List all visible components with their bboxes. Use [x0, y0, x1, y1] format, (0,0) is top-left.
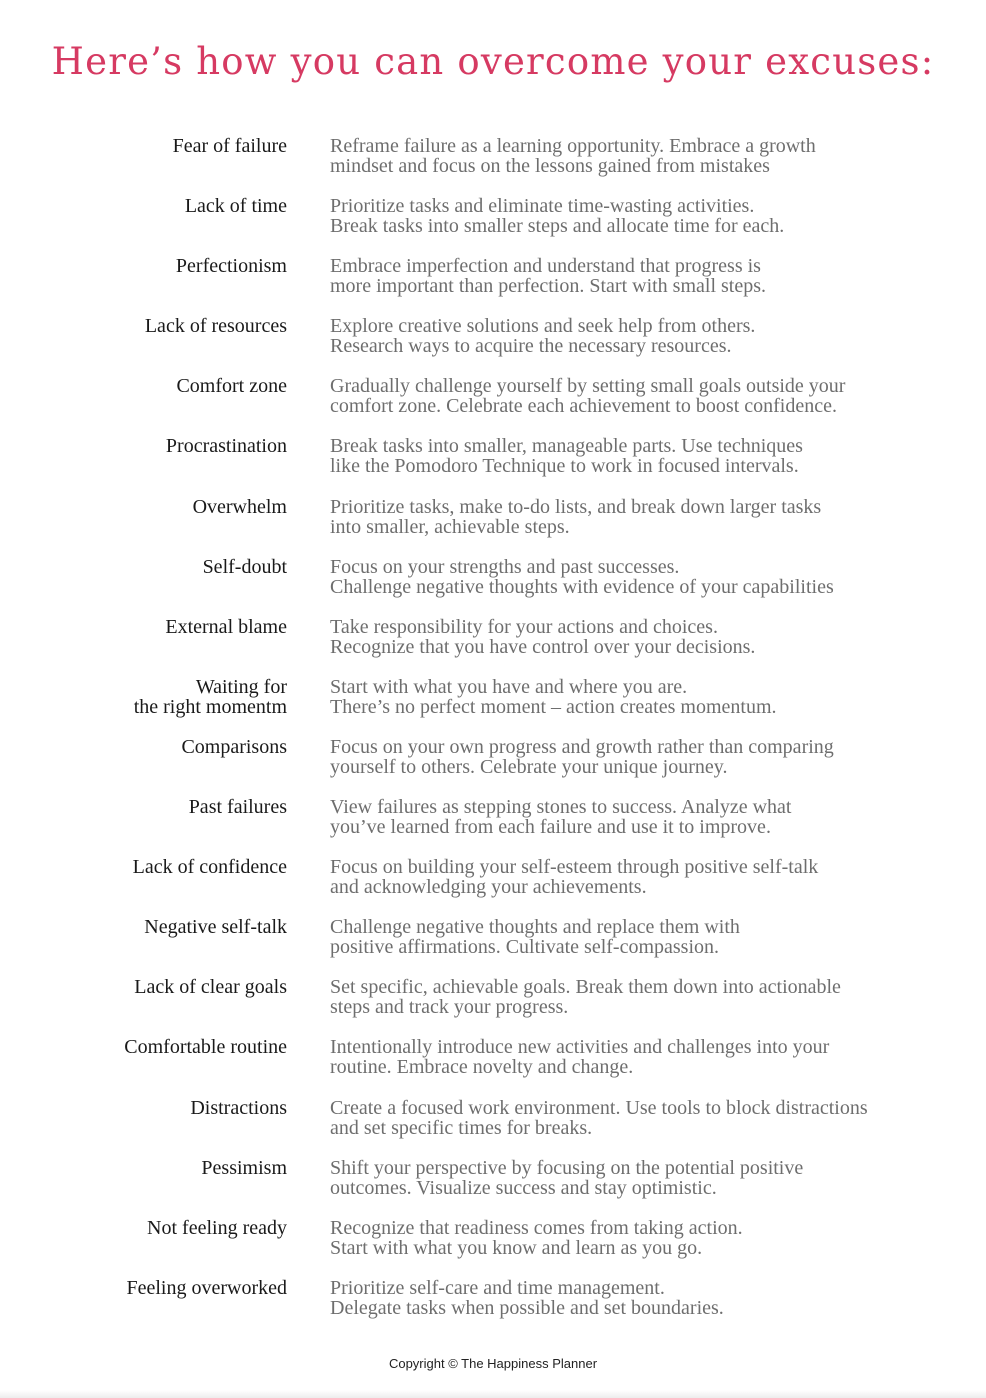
- excuse-label-line: Procrastination: [165, 435, 287, 458]
- excuse-label: [17, 1218, 287, 1238]
- excuse-row: [0, 1098, 986, 1158]
- solution-text-line: mindset and focus on the lessons gained from mistakes: [330, 155, 770, 177]
- solution-text-line: Embrace imperfection and understand that progress is: [330, 255, 761, 278]
- excuse-label: [17, 797, 287, 817]
- solution-text: [330, 737, 970, 777]
- solution-text-line: you’ve learned from each failure and use it to improve.: [330, 816, 771, 839]
- page-bottom-edge: [0, 1390, 986, 1398]
- solution-text-line: Research ways to acquire the necessary resources.: [330, 335, 732, 358]
- solution-text-line: Intentionally introduce new activities and challenges into your: [330, 1036, 830, 1059]
- solution-text-line: There’s no perfect moment – action creates momentum.: [330, 695, 777, 718]
- solution-text: [330, 1278, 970, 1318]
- solution-text: [330, 1158, 970, 1198]
- excuse-label: [17, 196, 287, 216]
- solution-text: [330, 917, 970, 957]
- solution-text-line: Focus on your own progress and growth rather than comparing: [330, 735, 834, 758]
- excuse-label: [17, 617, 287, 637]
- excuse-label-line: Negative self-talk: [144, 916, 287, 939]
- excuse-row: [0, 1278, 986, 1338]
- solution-text-line: steps and track your progress.: [330, 996, 569, 1019]
- solution-text-line: Start with what you have and where you are.: [330, 675, 688, 698]
- solution-text: [330, 1218, 970, 1258]
- solution-text-line: Challenge negative thoughts and replace them with: [330, 916, 740, 939]
- solution-text-line: Set specific, achievable goals. Break them down into actionable: [330, 976, 841, 999]
- solution-text: [330, 316, 970, 356]
- solution-text-line: Challenge negative thoughts with evidence of your capabilities: [330, 575, 834, 598]
- excuse-label: [17, 1278, 287, 1298]
- solution-text-line: routine. Embrace novelty and change.: [330, 1056, 634, 1079]
- solution-text-line: Break tasks into smaller steps and allocate time for each.: [330, 215, 785, 238]
- solution-text-line: Reframe failure as a learning opportunity. Embrace a growth: [330, 135, 816, 157]
- solution-text-line: Delegate tasks when possible and set boundaries.: [330, 1296, 724, 1319]
- solution-text-line: Explore creative solutions and seek help from others.: [330, 315, 756, 338]
- excuse-label-line: Comparisons: [181, 735, 287, 758]
- solution-text: [330, 256, 970, 296]
- solution-text-line: Create a focused work environment. Use tools to block distractions: [330, 1096, 868, 1119]
- solution-text: [330, 677, 970, 717]
- excuse-row: [0, 376, 986, 436]
- excuse-row: [0, 196, 986, 256]
- excuse-label-line: Past failures: [188, 796, 287, 819]
- solution-text: [330, 436, 970, 476]
- solution-text-line: like the Pomodoro Technique to work in focused intervals.: [330, 455, 799, 478]
- copyright-footer: Copyright © The Happiness Planner: [388, 1356, 598, 1371]
- excuse-label: [17, 917, 287, 937]
- solution-text: [330, 136, 970, 176]
- excuse-label: [17, 256, 287, 276]
- excuse-row: [0, 1158, 986, 1218]
- excuse-label-line: Waiting for: [195, 675, 287, 698]
- solution-text-line: positive affirmations. Cultivate self-compassion.: [330, 936, 720, 959]
- excuse-label-line: Feeling overworked: [126, 1276, 287, 1299]
- solution-text-line: Prioritize self-care and time management.: [330, 1276, 665, 1299]
- excuse-label: [17, 436, 287, 456]
- excuse-label-line: Lack of resources: [144, 315, 287, 338]
- excuse-label: [17, 1098, 287, 1118]
- excuse-label: [17, 857, 287, 877]
- excuse-row: [0, 316, 986, 376]
- excuse-label: [17, 316, 287, 336]
- excuse-label-line: Not feeling ready: [147, 1216, 287, 1239]
- excuse-row: [0, 256, 986, 316]
- solution-text: [330, 196, 970, 236]
- excuse-label-line: Self-doubt: [202, 555, 287, 578]
- excuse-label-line: Overwhelm: [192, 495, 287, 518]
- excuse-label-line: Comfort zone: [176, 375, 287, 398]
- excuse-row: [0, 1218, 986, 1278]
- solution-text: [330, 797, 970, 837]
- solution-text-line: View failures as stepping stones to success. Analyze what: [330, 796, 792, 819]
- solution-text-line: Prioritize tasks, make to-do lists, and break down larger tasks: [330, 495, 822, 518]
- excuse-label: [17, 677, 287, 717]
- excuse-label-line: Pessimism: [201, 1156, 287, 1179]
- solution-text-line: and acknowledging your achievements.: [330, 876, 647, 899]
- excuse-row: [0, 436, 986, 496]
- solution-text-line: Start with what you know and learn as you go.: [330, 1236, 703, 1259]
- excuse-row: [0, 677, 986, 737]
- excuse-label-line: Comfortable routine: [124, 1036, 287, 1059]
- page-title: Here’s how you can overcome your excuses:: [51, 40, 935, 83]
- solution-text: [330, 557, 970, 597]
- solution-text-line: yourself to others. Celebrate your unique journey.: [330, 755, 728, 778]
- solution-text: [330, 1037, 970, 1077]
- solution-text-line: and set specific times for breaks.: [330, 1116, 593, 1139]
- excuse-label-line: Lack of confidence: [132, 856, 287, 879]
- excuse-row: [0, 497, 986, 557]
- excuse-label-line: Perfectionism: [175, 255, 287, 278]
- excuse-row: [0, 797, 986, 857]
- solution-text: [330, 1098, 970, 1138]
- excuse-label: [17, 136, 287, 156]
- excuse-row: [0, 617, 986, 677]
- excuse-label-line: Lack of time: [184, 195, 287, 218]
- excuse-label-line: External blame: [165, 615, 287, 638]
- excuse-label: [17, 737, 287, 757]
- solution-text-line: Recognize that you have control over your decisions.: [330, 635, 756, 658]
- solution-text-line: Focus on your strengths and past successes.: [330, 555, 680, 578]
- solution-text-line: comfort zone. Celebrate each achievement to boost confidence.: [330, 395, 837, 418]
- solution-text-line: Break tasks into smaller, manageable parts. Use techniques: [330, 435, 803, 458]
- excuse-label: [17, 557, 287, 577]
- solution-text-line: more important than perfection. Start with small steps.: [330, 275, 767, 298]
- excuse-label: [17, 1037, 287, 1057]
- excuse-label: [17, 977, 287, 997]
- excuse-label-line: Lack of clear goals: [134, 976, 287, 999]
- solution-text: [330, 977, 970, 1017]
- solution-text: [330, 617, 970, 657]
- solution-text-line: outcomes. Visualize success and stay optimistic.: [330, 1176, 717, 1199]
- excuse-label-line: Distractions: [190, 1096, 287, 1119]
- excuse-label: [17, 497, 287, 517]
- excuse-row: [0, 737, 986, 797]
- solution-text-line: Gradually challenge yourself by setting small goals outside your: [330, 375, 846, 398]
- solution-text: [330, 376, 970, 416]
- excuse-label: [17, 376, 287, 396]
- excuse-row: [0, 917, 986, 977]
- solution-text-line: into smaller, achievable steps.: [330, 515, 570, 538]
- excuse-row: [0, 557, 986, 617]
- solution-text-line: Shift your perspective by focusing on the potential positive: [330, 1156, 804, 1179]
- excuse-row: [0, 136, 986, 196]
- excuse-label-line: Fear of failure: [172, 135, 287, 157]
- solution-text: [330, 857, 970, 897]
- solution-text-line: Focus on building your self-esteem through positive self-talk: [330, 856, 819, 879]
- excuse-row: [0, 977, 986, 1037]
- solution-text-line: Recognize that readiness comes from taking action.: [330, 1216, 743, 1239]
- excuse-label-line: the right momentm: [133, 695, 287, 718]
- excuse-label: [17, 1158, 287, 1178]
- excuse-row: [0, 1037, 986, 1097]
- excuse-list: [0, 136, 986, 1338]
- solution-text-line: Take responsibility for your actions and choices.: [330, 615, 718, 638]
- solution-text-line: Prioritize tasks and eliminate time-wasting activities.: [330, 195, 755, 218]
- excuse-row: [0, 857, 986, 917]
- solution-text: [330, 497, 970, 537]
